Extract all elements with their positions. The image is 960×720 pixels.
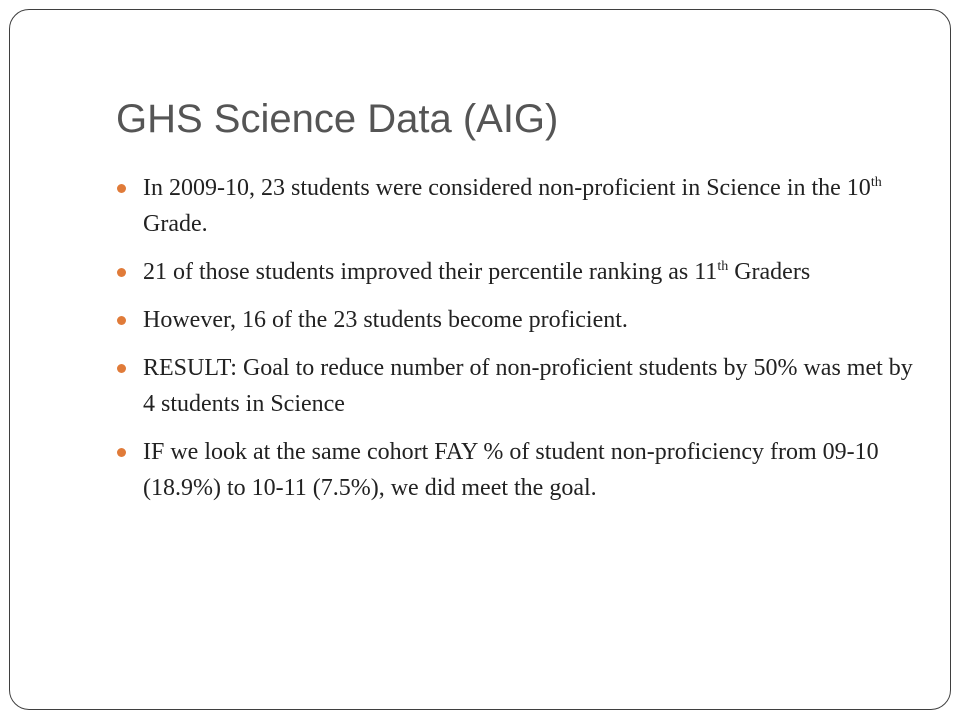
superscript: th bbox=[717, 259, 729, 274]
bullet-text: RESULT: Goal to reduce number of non-proficient students by 50% was met by 4 students in Science bbox=[143, 355, 913, 417]
bullet-dot-icon bbox=[117, 268, 126, 277]
bullet-text: However, 16 of the 23 students become proficient. bbox=[143, 307, 628, 333]
bullet-dot-icon bbox=[117, 364, 126, 373]
bullet-dot-icon bbox=[117, 184, 126, 193]
bullet-item bbox=[117, 434, 922, 506]
superscript: th bbox=[870, 175, 882, 190]
slide-title: GHS Science Data (AIG) bbox=[116, 97, 559, 141]
bullet-item bbox=[117, 254, 922, 290]
bullet-text: In 2009-10, 23 students were considered non-proficient in Science in the 10th Grade. bbox=[143, 175, 882, 237]
bullet-text: IF we look at the same cohort FAY % of student non-proficiency from 09-10 (18.9%) to 10-11 (7.5%), we did meet the goal. bbox=[143, 439, 879, 501]
bullet-item bbox=[117, 350, 922, 422]
bullet-list bbox=[117, 170, 922, 506]
bullet-dot-icon bbox=[117, 316, 126, 325]
slide-frame bbox=[9, 9, 951, 710]
bullet-item bbox=[117, 302, 922, 338]
bullet-item bbox=[117, 170, 922, 242]
bullet-dot-icon bbox=[117, 448, 126, 457]
bullet-text: 21 of those students improved their percentile ranking as 11th Graders bbox=[143, 259, 811, 285]
